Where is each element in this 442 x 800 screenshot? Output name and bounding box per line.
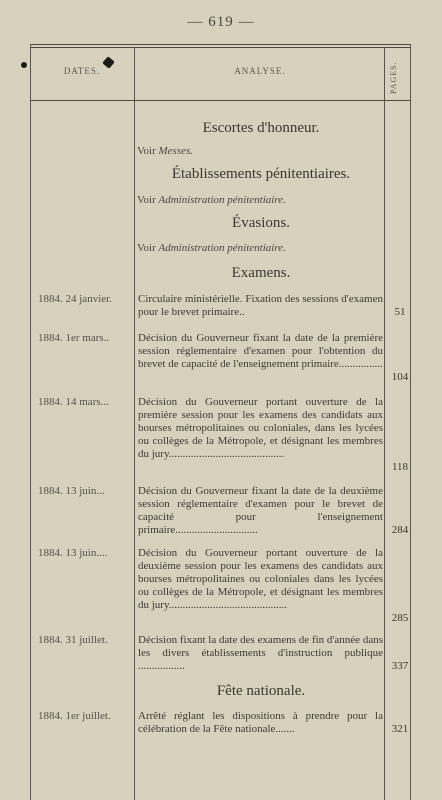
heading-etablissements: Établissements pénitentiaires. [171,166,351,182]
entry-date: 1884. 1er juillet. [38,710,111,722]
entry-page: 285 [391,612,409,624]
see-also-evasions [137,242,286,254]
see-label: Voir [137,145,156,157]
heading-fete-nationale: Fête nationale. [216,683,306,699]
entry-date: 1884. 1er mars.. [38,332,110,344]
column-header-dates: DATES. [63,66,101,76]
entry-date: 1884. 31 juillet. [38,634,108,646]
see-also-escortes [137,145,193,157]
header-rule [30,100,410,101]
entry-text: Décision du Gouverneur portant ouverture de la deuxième session pour les examens des candidats aux bourses métropolitaines ou coloniales dans les lycées ou collèges de la Métropole, et désignant les membres du jury........................................... [138,547,383,611]
see-label: Voir [137,194,156,206]
right-rule [410,44,411,800]
entry-page: 104 [391,371,409,383]
entry-text: Décision fixant la date des examens de fin d'année dans les divers établissements d'instruction publique ................. [138,634,383,672]
top-rule-inner [30,47,410,48]
page-number: — 619 — [187,14,255,30]
left-rule [30,44,31,800]
dates-column-rule [134,47,135,800]
entry-page: 321 [391,723,409,735]
entry-text: Décision du Gouverneur portant ouverture de la première session pour les examens des candidats aux bourses métropolitaines ou coloniales, dans les lycées ou collèges de la Métropole, et désignant les membres du jury.......................................... [138,396,383,460]
heading-evasions: Évasions. [232,215,290,231]
entry-date: 1884. 24 janvier. [38,293,112,305]
top-rule [30,44,410,45]
entry-text: Décision du Gouverneur fixant la date de la première session réglementaire d'examen pour l'obtention du brevet de capacité de l'enseignement primaire................ [138,332,383,370]
column-header-analyse: ANALYSE. [234,66,286,76]
entry-page: 284 [391,524,409,536]
entry-page: 51 [394,306,406,318]
entry-page: 337 [391,660,409,672]
column-header-pages: PAGES. [389,61,398,95]
entry-page: 118 [391,461,409,473]
see-label: Voir [137,242,156,254]
entry-date: 1884. 14 mars... [38,396,109,408]
see-also-etablissements [137,194,286,206]
see-reference: Messes. [158,145,194,157]
entry-date: 1884. 13 juin... [38,485,105,497]
ink-blot [21,62,27,68]
heading-escortes: Escortes d'honneur. [202,120,320,136]
entry-date: 1884. 13 juin.... [38,547,108,559]
entry-text: Circulaire ministérielle. Fixation des sessions d'examen pour le brevet primaire.. [138,293,383,318]
heading-examens: Examens. [231,265,291,281]
entry-text: Arrêté réglant les dispositions à prendre pour la célébration de la Fête nationale....... [138,710,383,735]
see-reference: Administration pénitentiaire. [158,242,286,254]
entry-text: Décision du Gouverneur fixant la date de la deuxième session réglementaire d'examen pour le brevet de capacité pour l'enseignement primaire.............................. [138,485,383,536]
see-reference: Administration pénitentiaire. [158,194,286,206]
